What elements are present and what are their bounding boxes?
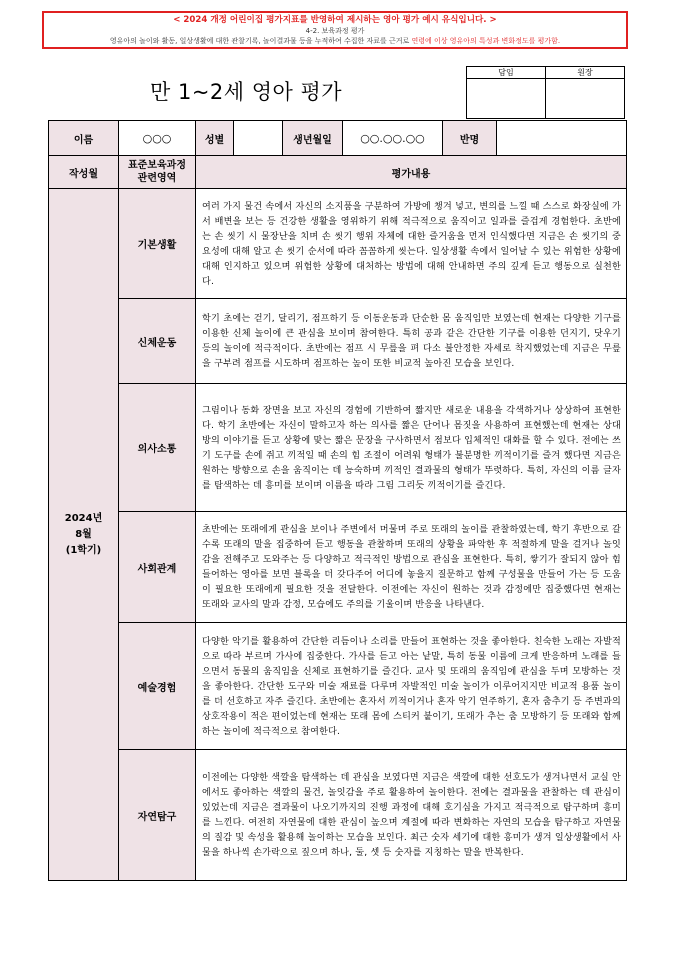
- eval-text-physical[interactable]: 학기 초에는 걷기, 달리기, 점프하기 등 이동운동과 단순한 몸 움직임만 보였는데 현재는 다양한 기구를 이용한 신체 놀이에 큰 관심을 보이며 참여한다. 특히 공과 같은 간단한 기구를 이용한 던지기, 닷우기 등의 놀이에 적극적이다. 초반에는 점프 시 무릎을 펴 다소 불안정한 자세로 착지했었는데 지금은 무릎을 구부려 점프를 시도하며 점프하는 높이 또한 비교적 높아진 모습을 보인다.: [196, 299, 627, 384]
- period-term: (1학기): [65, 544, 102, 556]
- notice-subtitle: 4-2. 보육과정 평가: [305, 27, 365, 35]
- approval-box: [466, 66, 625, 119]
- gender-value[interactable]: [234, 121, 283, 156]
- area-nature: 자연탐구: [119, 750, 196, 881]
- notice-title: < 2024 개정 어린이집 평가지표를 반영하여 제시하는 영아 평가 예시 유식입니다. >: [173, 15, 497, 25]
- table-row: [49, 623, 627, 750]
- content-header: 평가내용: [196, 156, 627, 189]
- gender-label: 성별: [196, 121, 234, 156]
- area-art: 예술경험: [119, 623, 196, 750]
- table-row: [49, 384, 627, 512]
- table-row: [49, 512, 627, 623]
- area-header: [119, 156, 196, 189]
- header-row: [49, 156, 627, 189]
- area-header-line2: 관련영역: [137, 173, 177, 184]
- page-title: 만 1~2세 영아 평가: [150, 80, 343, 104]
- table-row: [49, 299, 627, 384]
- area-header-line1: 표준보육과정: [128, 160, 186, 171]
- period-year: 2024년: [64, 512, 103, 524]
- evaluation-table: [48, 120, 627, 881]
- birth-label: 생년월일: [283, 121, 343, 156]
- table-row: [49, 189, 627, 299]
- notice-description-plain: 영유아의 놀이와 활동, 일상생활에 대한 관찰기록, 놀이결과물 등을 누적하여 수집한 자료를 근거로: [109, 37, 412, 45]
- class-label: 반명: [443, 121, 497, 156]
- notice-description-highlight: 연령에 이상 영유아의 특성과 변화정도를 평가함.: [411, 37, 561, 45]
- guideline-notice: [42, 11, 628, 49]
- name-value[interactable]: ○○○: [119, 121, 196, 156]
- notice-description: [44, 36, 626, 46]
- area-basic-life: 기본생활: [119, 189, 196, 299]
- eval-text-social[interactable]: 초반에는 또래에게 관심을 보이나 주변에서 머물며 주로 또래의 놀이를 관찰하였는데, 학기 후반으로 갈수록 또래의 말을 집중하여 듣고 행동을 관찰하며 또래의 상황을 파악한 후 적절하게 말을 걸거나 놀잇감을 전해주고 도와주는 등 다양하고 적극적인 방법으로 관심을 표현한다. 특히, 쌓기가 잘되지 않아 힘들어하는 영아를 보면 블록을 더 갖다주어 어디에 놓을지 질문하고 함께 구성물을 만들어 가는 등 도움이 필요한 또래에게 필요한 것을 전달한다. 이전에는 자신이 원하는 것과 감정에만 집중했다면 현재는 또래와 교사의 말과 감정, 모습에도 주의를 기울이며 반응을 나타낸다.: [196, 512, 627, 623]
- approval-teacher-signature[interactable]: [467, 79, 546, 119]
- info-row: [49, 121, 627, 156]
- class-value[interactable]: [497, 121, 627, 156]
- approval-director-signature[interactable]: [546, 79, 625, 119]
- eval-text-basic-life[interactable]: 여러 가지 물건 속에서 자신의 소지품을 구분하여 가방에 챙겨 넣고, 변의를 느낄 때 스스로 화장실에 가서 배변을 보는 등 건강한 생활을 영위하기 위해 적극적으로 움직이고 일과를 즐겁게 경험한다. 초반에는 손 씻기 시 물장난을 치며 손 씻기 행위 자체에 대한 즐거움을 먼저 인식했다면 지금은 손 씻기의 중요성에 대해 알고 손 씻기 순서에 따라 꼼꼼하게 씻는다. 일상생활 속에서 일어날 수 있는 위험한 상황에 대해 인지하고 있으며 위험한 상황에 대처하는 방법에 대해 안내하면 주의 깊게 듣고 행동으로 실천한다.: [196, 189, 627, 299]
- period-cell: [49, 189, 119, 881]
- area-communication: 의사소통: [119, 384, 196, 512]
- date-header: 작성월: [49, 156, 119, 189]
- approval-director-label: 원장: [546, 67, 625, 79]
- eval-text-art[interactable]: 다양한 악기를 활용하여 간단한 리듬이나 소리를 만들어 표현하는 것을 좋아한다. 친숙한 노래는 자발적으로 따라 부르며 가사에 집중한다. 가사를 듣고 아는 낱말, 특히 동물 이름에 크게 반응하며 노래를 들으면서 동물의 움직임을 신체로 표현하기를 즐긴다. 교사 및 또래의 움직임에 관심을 두며 모방하는 것을 좋아한다. 간단한 도구와 미술 재료를 다루며 자발적인 미술 놀이가 이루어지지만 비교적 용품 놀이를 더 선호하고 자주 즐긴다. 초반에는 혼자서 끼적이거나 혼자 악기 연주하기, 혼자 춤추기 등 주변과의 상호작용이 적은 편이었는데 현재는 또래 몸에 스티커 붙이기, 또래가 추는 춤 모방하기 등 또래와 함께하는 놀이에 적극적으로 참여한다.: [196, 623, 627, 750]
- period-month: 8월: [75, 528, 92, 540]
- name-label: 이름: [49, 121, 119, 156]
- eval-text-communication[interactable]: 그림이나 동화 장면을 보고 자신의 경험에 기반하여 짧지만 새로운 내용을 각색하거나 상상하여 표현한다. 학기 초반에는 자신이 말하고자 하는 의사를 짧은 단어나 몸짓을 사용하여 표현했는데 현재는 상대방의 이야기를 듣고 상황에 맞는 짧은 문장을 구사하면서 점보다 입체적인 대화를 할 수 있다. 전에는 쓰기 도구를 손에 쥐고 끼적일 때 손의 힘 조절이 어려워 형태가 불분명한 끼적이기를 즐겨 했다면 지금은 원하는 방향으로 손을 움직이는 데 능숙하며 끼적인 결과물의 형태가 뚜렷하다. 특히, 자신의 이름 글자를 탐색하는 데 흥미를 보이며 이름을 따라 그림 그리듯 끼적이기를 즐긴다.: [196, 384, 627, 512]
- eval-text-nature[interactable]: 이전에는 다양한 색깔을 탐색하는 데 관심을 보였다면 지금은 색깔에 대한 선호도가 생겨나면서 교실 안에서도 좋아하는 색깔의 물건, 놀잇감을 주로 활용하여 놀이한다. 전에는 결과물을 관찰하는 데 관심이 있었는데 지금은 결과물이 나오기까지의 진행 과정에 대해 호기심을 가지고 적극적으로 탐구하며 흥미를 느낀다. 여전히 자연물에 대한 관심이 높으며 계절에 따라 변화하는 자연의 모습을 탐구하고 자연물의 질감 및 속성을 활용해 놀이하는 모습을 보인다. 최근 숫자 세기에 대한 흥미가 생겨 일상생활에서 사물을 하나씩 손가락으로 짚으며 하나, 둘, 셋 등 숫자를 지칭하는 말을 반복한다.: [196, 750, 627, 881]
- area-physical: 신체운동: [119, 299, 196, 384]
- birth-value[interactable]: ○○.○○.○○: [343, 121, 443, 156]
- approval-teacher-label: 담임: [467, 67, 546, 79]
- area-social: 사회관계: [119, 512, 196, 623]
- table-row: [49, 750, 627, 881]
